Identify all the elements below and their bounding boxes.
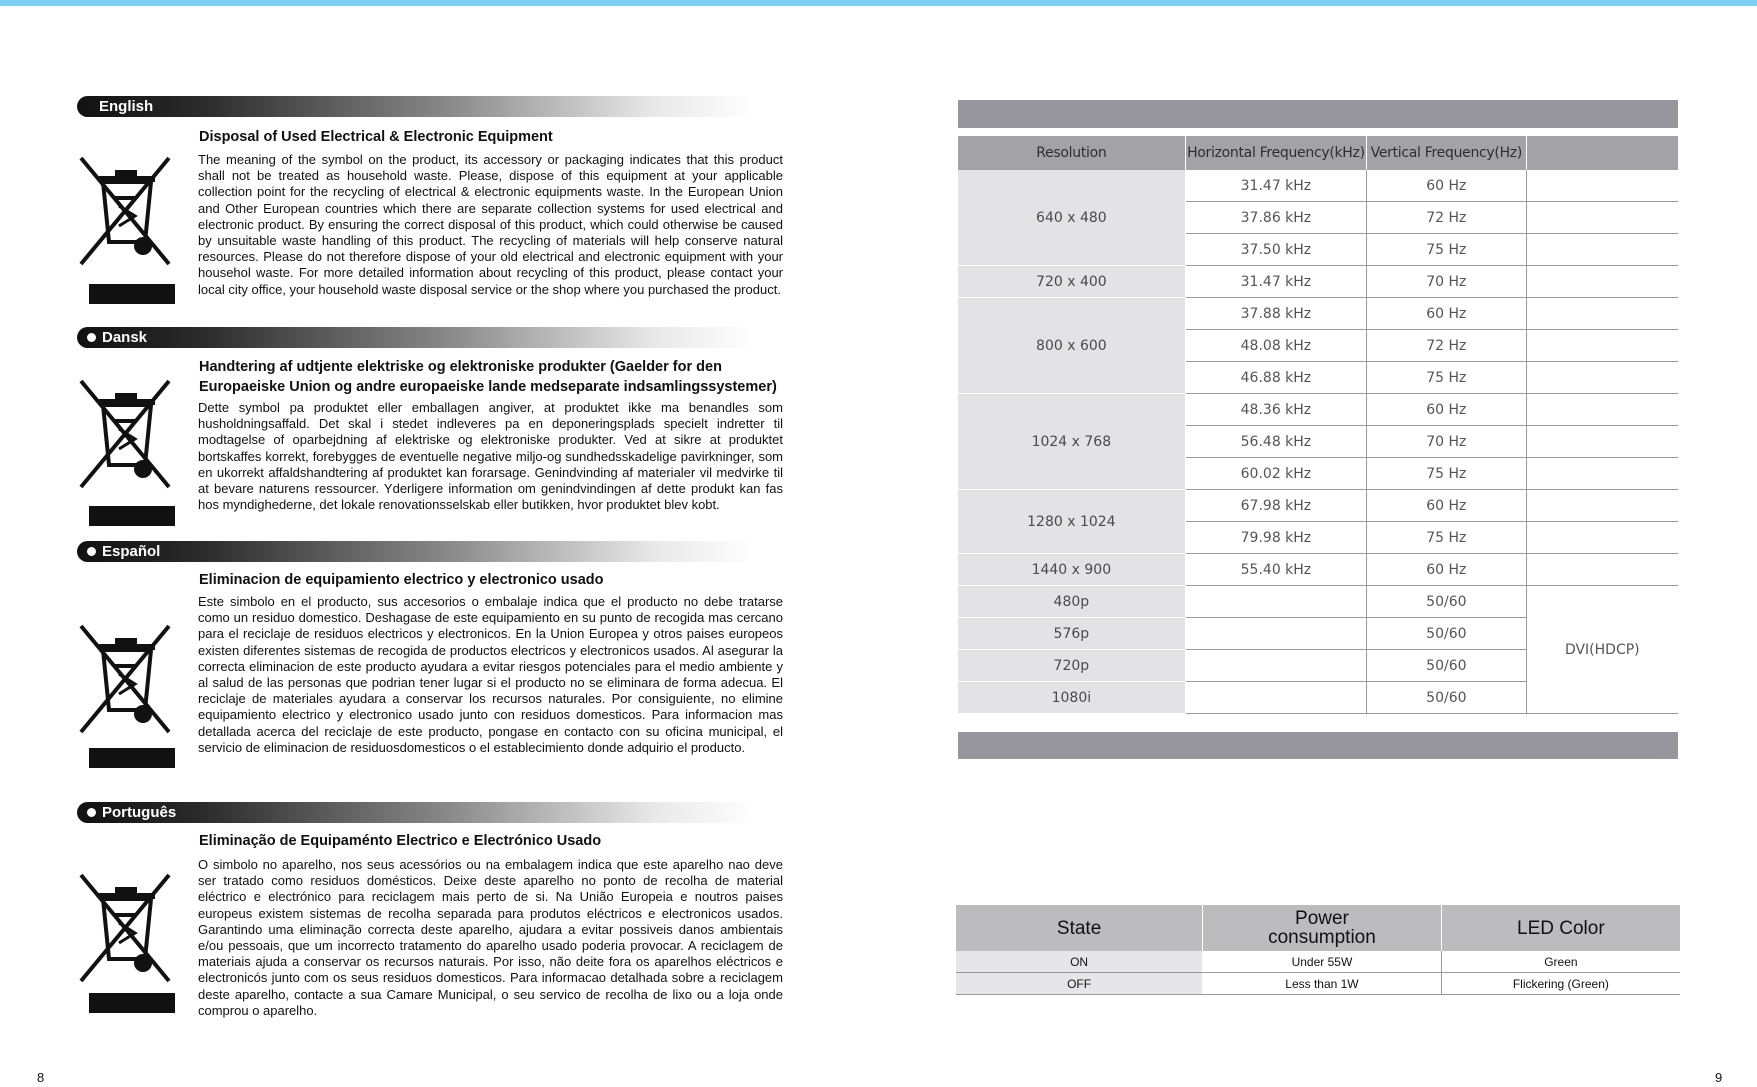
horizontal-frequency-cell: 55.40 kHz xyxy=(1185,554,1366,586)
lang-label: Dansk xyxy=(102,329,148,346)
table-row xyxy=(958,554,1678,586)
frequency-table xyxy=(958,136,1678,714)
vertical-frequency-cell: 72 Hz xyxy=(1367,330,1527,362)
header-resolution: Resolution xyxy=(958,136,1185,170)
header-power-consumption xyxy=(1203,905,1442,951)
horizontal-frequency-cell xyxy=(1185,650,1366,682)
header-state: State xyxy=(956,905,1203,951)
weee-black-bar xyxy=(89,506,175,526)
header-vertical-frequency: Vertical Frequency(Hz) xyxy=(1367,136,1527,170)
note-cell xyxy=(1526,234,1678,266)
horizontal-frequency-cell: 37.50 kHz xyxy=(1185,234,1366,266)
state-cell: OFF xyxy=(956,973,1203,995)
weee-recycling-icon xyxy=(79,873,171,1028)
table-row xyxy=(956,973,1680,995)
bullet-icon xyxy=(87,333,96,342)
horizontal-frequency-cell: 31.47 kHz xyxy=(1185,266,1366,298)
section-body-english: The meaning of the symbol on the product, its accessory or packaging indicates that this product shall not be treated as household waste. Please, dispose of this equipment at your applicable collection point for the recycling of electrical & electronic equipments waste. In the European Union and Other European countries which there are separate collection systems for used electrical and electronic product. By ensuring the correct disposal of this product, which could otherwise be caused by unsuitable waste handling of this product. The recycling of materials will help conserve natural resources. Please do not therefore dispose of your old electrical and electronic equipment with your househol waste. For more detailed information about recycling of this product, please contact your local city office, your household waste disposal service or the shop where you purchased the product. xyxy=(198,152,783,297)
note-cell xyxy=(1526,170,1678,202)
table-row xyxy=(958,586,1678,618)
lang-label: English xyxy=(99,98,154,115)
page-number-right: 9 xyxy=(1715,1070,1723,1085)
section-title-portugues: Eliminação de Equipaménto Electrico e Electrónico Usado xyxy=(199,833,602,849)
vertical-frequency-cell: 50/60 xyxy=(1367,650,1527,682)
lang-label: Español xyxy=(102,543,161,560)
table-row xyxy=(956,951,1680,973)
horizontal-frequency-cell: 56.48 kHz xyxy=(1185,426,1366,458)
weee-black-bar xyxy=(89,748,175,768)
note-cell xyxy=(1526,522,1678,554)
vertical-frequency-cell: 60 Hz xyxy=(1367,554,1527,586)
horizontal-frequency-cell: 37.86 kHz xyxy=(1185,202,1366,234)
horizontal-frequency-cell xyxy=(1185,682,1366,714)
horizontal-frequency-cell xyxy=(1185,586,1366,618)
vertical-frequency-cell: 60 Hz xyxy=(1367,490,1527,522)
vertical-frequency-cell: 50/60 xyxy=(1367,682,1527,714)
power-cell: Under 55W xyxy=(1203,951,1442,973)
horizontal-frequency-cell xyxy=(1185,618,1366,650)
vertical-frequency-cell: 70 Hz xyxy=(1367,266,1527,298)
horizontal-frequency-cell: 46.88 kHz xyxy=(1185,362,1366,394)
weee-black-bar xyxy=(89,993,175,1013)
table-row xyxy=(958,298,1678,330)
note-cell xyxy=(1526,362,1678,394)
page-number-left: 8 xyxy=(37,1070,45,1085)
weee-recycling-icon xyxy=(79,624,171,779)
vertical-frequency-cell: 75 Hz xyxy=(1367,458,1527,490)
weee-black-bar xyxy=(89,284,175,304)
section-title-dansk: Handtering af udtjente elektriske og elektroniske produkter (Gaelder for den Europaeiske Union og andre europaeiske lande medseparate indsamlingssystemer) xyxy=(199,359,777,395)
table-row xyxy=(958,266,1678,298)
vertical-frequency-cell: 72 Hz xyxy=(1367,202,1527,234)
vertical-frequency-cell: 60 Hz xyxy=(1367,394,1527,426)
power-cell: Less than 1W xyxy=(1203,973,1442,995)
note-cell xyxy=(1526,426,1678,458)
lang-header-dansk xyxy=(77,327,757,348)
table-title-band xyxy=(958,100,1678,128)
note-cell xyxy=(1526,330,1678,362)
led-color-cell: Green xyxy=(1441,951,1680,973)
weee-recycling-icon xyxy=(79,156,171,311)
weee-recycling-icon xyxy=(79,379,171,534)
bullet-icon xyxy=(87,808,96,817)
section-title-english: Disposal of Used Electrical & Electronic Equipment xyxy=(199,129,553,145)
resolution-cell: 1080i xyxy=(958,682,1185,714)
vertical-frequency-cell: 60 Hz xyxy=(1367,170,1527,202)
resolution-cell: 640 x 480 xyxy=(958,170,1185,266)
section-body-espanol: Este simbolo en el producto, sus accesorios o embalaje indica que el producto no debe tratarse como un residuo domestico. Deshagase de este equipamiento en su punto de recogida mas cercano para el reciclaje de residuos electricos y electronicos. En la Union Europea y otros paises europeos existen diferentes sistemas de recogida de productos electricos y electronicos usados. Al asegurar la correcta eliminacion de este producto ayudara a evitar riesgos potenciales para el medio ambiente y al salud de las personas que podrian tener lugar si el producto no se eliminara de forma adecua. El reciclaje de materiales ayudara a conservar los recursos naturales. Por consiguiente, no elimine equipamiento electrico y electronico usado junto con residuos domesticos. Para informacion mas detallada acerca del reciclaje de este producto, pongase en contacto con su oficina municipal, el servicio de eliminacion de residuosdomesticos o el establecimiento donde adquirio el producto. xyxy=(198,594,783,755)
vertical-frequency-cell: 70 Hz xyxy=(1367,426,1527,458)
note-cell xyxy=(1526,298,1678,330)
horizontal-frequency-cell: 48.08 kHz xyxy=(1185,330,1366,362)
vertical-frequency-cell: 60 Hz xyxy=(1367,298,1527,330)
resolution-cell: 1280 x 1024 xyxy=(958,490,1185,554)
section-body-dansk: Dette symbol pa produktet eller emballagen angiver, at produktet ikke ma benandles som husholdningsaffald. Det skal i stedet indleveres pa en deponeringsplads specielt indretter til modtagelse of oparbejdning af elektriske og elektroniske produkter. Ved at sikre at produktet bortskaffes korrekt, forebygges de eventuelle negative miljo-og sundhedsskadelige pavirkninger, som en ukorrekt affaldshandtering af produktet kan forarsage. Genindvinding af materialer vil medvirke til at bevare naturens ressourcer. Yderligere information om genindvindingen af dette produkt kan fas hos myndighederne, det lokale renovationsselskab eller butikken, hvor produktet blev kobt. xyxy=(198,400,783,513)
header-note xyxy=(1526,136,1678,170)
note-cell xyxy=(1526,490,1678,522)
table-row xyxy=(958,170,1678,202)
vertical-frequency-cell: 75 Hz xyxy=(1367,234,1527,266)
resolution-cell: 1440 x 900 xyxy=(958,554,1185,586)
note-cell xyxy=(1526,394,1678,426)
vertical-frequency-cell: 75 Hz xyxy=(1367,522,1527,554)
table-row xyxy=(958,490,1678,522)
table-header-row xyxy=(956,905,1680,951)
resolution-cell: 1024 x 768 xyxy=(958,394,1185,490)
horizontal-frequency-cell: 37.88 kHz xyxy=(1185,298,1366,330)
table-row xyxy=(958,394,1678,426)
table-header-row xyxy=(958,136,1678,170)
horizontal-frequency-cell: 31.47 kHz xyxy=(1185,170,1366,202)
bullet-icon xyxy=(87,547,96,556)
header-horizontal-frequency: Horizontal Frequency(kHz) xyxy=(1185,136,1366,170)
resolution-cell: 720p xyxy=(958,650,1185,682)
dvi-note-cell: DVI(HDCP) xyxy=(1526,586,1678,714)
note-cell xyxy=(1526,266,1678,298)
horizontal-frequency-cell: 60.02 kHz xyxy=(1185,458,1366,490)
power-consumption-label: Power consumption xyxy=(1268,908,1376,948)
vertical-frequency-cell: 50/60 xyxy=(1367,586,1527,618)
vertical-frequency-cell: 75 Hz xyxy=(1367,362,1527,394)
top-accent-bar xyxy=(0,0,1757,6)
resolution-cell: 480p xyxy=(958,586,1185,618)
table-title-band xyxy=(958,732,1678,759)
note-cell xyxy=(1526,554,1678,586)
led-color-cell: Flickering (Green) xyxy=(1441,973,1680,995)
section-body-portugues: O simbolo no aparelho, nos seus acessórios ou na embalagem indica que este aparelho nao deve ser tratado como residuos domésticos. Deixe deste aparelho no ponto de recolha de material eléctrico e electrónico para reciclagem mais perto de si. Na União Europeia e noutros paises europeus existem sistemas de recolha separada para produtos eléctricos e electronicos usados. Garantindo uma eliminação correcta deste aparelho, ajudara a evitar possiveis danos ambientais e/ou pessoais, que um incorrecto tratamento do aparelho usado poderia provocar. A reciclagem de materiais ajuda a conservar os recursos naturais. Por isso, não deite fora os aparelhos eléctricos e electronicós junto com os seus residuos domesticos. Para informacao detalhada sobre a reciclagem deste aparelho, contacte a sua Camare Municipal, o seu servico de recolha de lixo ou a loja onde comprou o aparelho. xyxy=(198,857,783,1018)
lang-label: Português xyxy=(102,804,177,821)
note-cell xyxy=(1526,202,1678,234)
horizontal-frequency-cell: 48.36 kHz xyxy=(1185,394,1366,426)
power-table xyxy=(956,905,1680,995)
lang-header-english xyxy=(77,96,757,117)
header-led-color: LED Color xyxy=(1441,905,1680,951)
lang-header-portugues xyxy=(77,802,757,823)
lang-header-espanol xyxy=(77,541,757,562)
state-cell: ON xyxy=(956,951,1203,973)
resolution-cell: 576p xyxy=(958,618,1185,650)
resolution-cell: 720 x 400 xyxy=(958,266,1185,298)
note-cell xyxy=(1526,458,1678,490)
section-title-espanol: Eliminacion de equipamiento electrico y electronico usado xyxy=(199,572,604,588)
vertical-frequency-cell: 50/60 xyxy=(1367,618,1527,650)
horizontal-frequency-cell: 67.98 kHz xyxy=(1185,490,1366,522)
resolution-cell: 800 x 600 xyxy=(958,298,1185,394)
horizontal-frequency-cell: 79.98 kHz xyxy=(1185,522,1366,554)
